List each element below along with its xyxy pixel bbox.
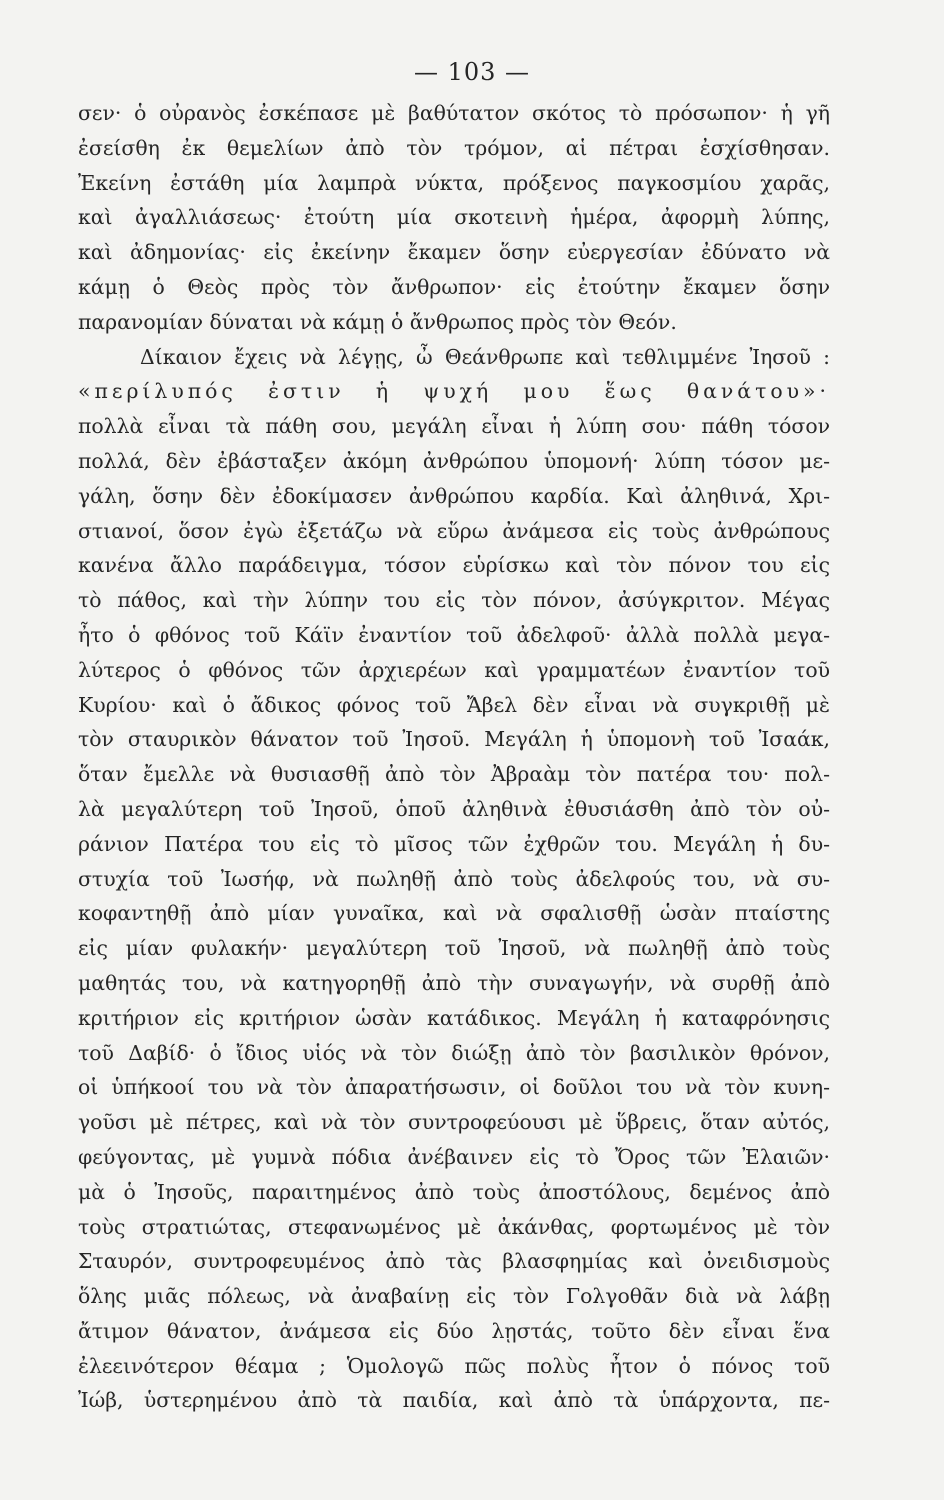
text-line: ἐλεεινότερον θέαμα ; Ὁμολογῶ πῶς πολὺς ἦτον ὁ πόνος τοῦ (78, 1353, 830, 1378)
text-line: Κυρίου· καὶ ὁ ἄδικος φόνος τοῦ Ἄβελ δὲν εἶναι νὰ συγκριθῇ μὲ (78, 692, 830, 717)
text-line: καὶ ἀδημονίας· εἰς ἐκείνην ἔκαμεν ὅσην εὐεργεσίαν ἐδύνατο νὰ (78, 240, 830, 265)
text-line: μὰ ὁ Ἰησοῦς, παραιτημένος ἀπὸ τοὺς ἀποστόλους, δεμένος ἀπὸ (78, 1179, 830, 1204)
text-line: ράνιον Πατέρα του εἰς τὸ μῖσος τῶν ἐχθρῶν του. Μεγάλη ἡ δυ- (78, 831, 830, 856)
text-line: τοῦ Δαβίδ· ὁ ἴδιος υἱός νὰ τὸν διώξῃ ἀπὸ τὸν βασιλικὸν θρόνον, (78, 1040, 830, 1065)
text-line: στυχία τοῦ Ἰωσήφ, νὰ πωληθῇ ἀπὸ τοὺς ἀδελφούς του, νὰ συ- (78, 866, 830, 891)
text-line: ὅταν ἔμελλε νὰ θυσιασθῇ ἀπὸ τὸν Ἀβραὰμ τὸν πατέρα του· πολ- (78, 762, 830, 787)
quoted-line: «περίλυπός ἐστιν ἡ ψυχή μου ἕως θανάτου»· (78, 379, 830, 404)
text-line: Ἐκείνη ἐστάθη μία λαμπρὰ νύκτα, πρόξενος παγκοσμίου χαρᾶς, (78, 170, 830, 195)
text-line: φεύγοντας, μὲ γυμνὰ πόδια ἀνέβαινεν εἰς τὸ Ὄρος τῶν Ἐλαιῶν· (78, 1144, 830, 1169)
text-line: σεν· ὁ οὐρανὸς ἐσκέπασε μὲ βαθύτατον σκότος τὸ πρόσωπον· ἡ γῆ (78, 101, 830, 125)
text-line: ἐσείσθη ἐκ θεμελίων ἀπὸ τὸν τρόμον, αἱ πέτραι ἐσχίσθησαν. (78, 135, 830, 160)
text-line: Ἰώβ, ὑστερημένου ἀπὸ τὰ παιδία, καὶ ἀπὸ τὰ ὑπάρχοντα, πε- (78, 1388, 830, 1413)
text-line: εἰς μίαν φυλακήν· μεγαλύτερη τοῦ Ἰησοῦ, νὰ πωληθῇ ἀπὸ τοὺς (78, 936, 830, 961)
text-line: πολλὰ εἶναι τὰ πάθη σου, μεγάλη εἶναι ἡ λύπη σου· πάθη τόσον (78, 414, 830, 439)
text-line: γοῦσι μὲ πέτρες, καὶ νὰ τὸν συντροφεύουσι μὲ ὕβρεις, ὅταν αὐτός, (78, 1110, 830, 1135)
text-line: ὅλης μιᾶς πόλεως, νὰ ἀναβαίνῃ εἰς τὸν Γολγοθᾶν διὰ νὰ λάβῃ (78, 1284, 830, 1309)
text-line: τοὺς στρατιώτας, στεφανωμένος μὲ ἀκάνθας, φορτωμένος μὲ τὸν (78, 1214, 830, 1239)
paragraph-first-line: Δίκαιον ἔχεις νὰ λέγῃς, ὦ Θεάνθρωπε καὶ τεθλιμμένε Ἰησοῦ : (140, 344, 830, 369)
text-line: κοφαντηθῇ ἀπὸ μίαν γυναῖκα, καὶ νὰ σφαλισθῇ ὡσὰν πταίστης (78, 901, 830, 926)
page-number: — 103 — (413, 58, 531, 86)
text-line: γάλη, ὅσην δὲν ἐδοκίμασεν ἀνθρώπου καρδία. Καὶ ἀληθινά, Χρι- (78, 483, 830, 508)
text-line: στιανοί, ὅσον ἐγὼ ἐξετάζω νὰ εὕρω ἀνάμεσα εἰς τοὺς ἀνθρώπους (78, 518, 830, 543)
text-line: ἄτιμον θάνατον, ἀνάμεσα εἰς δύο λῃστάς, τοῦτο δὲν εἶναι ἕνα (78, 1318, 830, 1343)
text-line: καὶ ἀγαλλιάσεως· ἐτούτη μία σκοτεινὴ ἡμέρα, ἀφορμὴ λύπης, (78, 205, 830, 230)
text-line: ἦτο ὁ φθόνος τοῦ Κάϊν ἐναντίον τοῦ ἀδελφοῦ· ἀλλὰ πολλὰ μεγα- (78, 622, 830, 647)
text-line: τὸ πάθος, καὶ τὴν λύπην του εἰς τὸν πόνον, ἀσύγκριτον. Μέγας (78, 588, 830, 613)
text-line: οἱ ὑπήκοοί του νὰ τὸν ἀπαρατήσωσιν, οἱ δοῦλοι του νὰ τὸν κυνη- (78, 1075, 830, 1100)
text-line: λύτερος ὁ φθόνος τῶν ἀρχιερέων καὶ γραμματέων ἐναντίον τοῦ (78, 657, 830, 682)
body-text (78, 96, 830, 1418)
text-line: μαθητάς του, νὰ κατηγορηθῇ ἀπὸ τὴν συναγωγήν, νὰ συρθῇ ἀπὸ (78, 970, 830, 995)
text-line: κριτήριον εἰς κριτήριον ὡσὰν κατάδικος. Μεγάλη ἡ καταφρόνησις (78, 1005, 830, 1030)
text-line: Σταυρόν, συντροφευμένος ἀπὸ τὰς βλασφημίας καὶ ὀνειδισμοὺς (78, 1249, 830, 1274)
text-line: κάμῃ ὁ Θεὸς πρὸς τὸν ἄνθρωπον· εἰς ἐτούτην ἔκαμεν ὅσην (78, 274, 830, 299)
text-line: πολλά, δὲν ἐβάσταξεν ἀκόμη ἀνθρώπου ὑπομονή· λύπη τόσον με- (78, 448, 830, 473)
text-line: λὰ μεγαλύτερη τοῦ Ἰησοῦ, ὁποῦ ἀληθινὰ ἐθυσιάσθη ἀπὸ τὸν οὐ- (78, 796, 830, 821)
text-line: παρανομίαν δύναται νὰ κάμῃ ὁ ἄνθρωπος πρὸς τὸν Θεόν. (78, 309, 677, 334)
text-line: κανένα ἄλλο παράδειγμα, τόσον εὑρίσκω καὶ τὸν πόνον του εἰς (78, 553, 830, 578)
text-line: τὸν σταυρικὸν θάνατον τοῦ Ἰησοῦ. Μεγάλη ἡ ὑπομονὴ τοῦ Ἰσαάκ, (78, 727, 830, 752)
